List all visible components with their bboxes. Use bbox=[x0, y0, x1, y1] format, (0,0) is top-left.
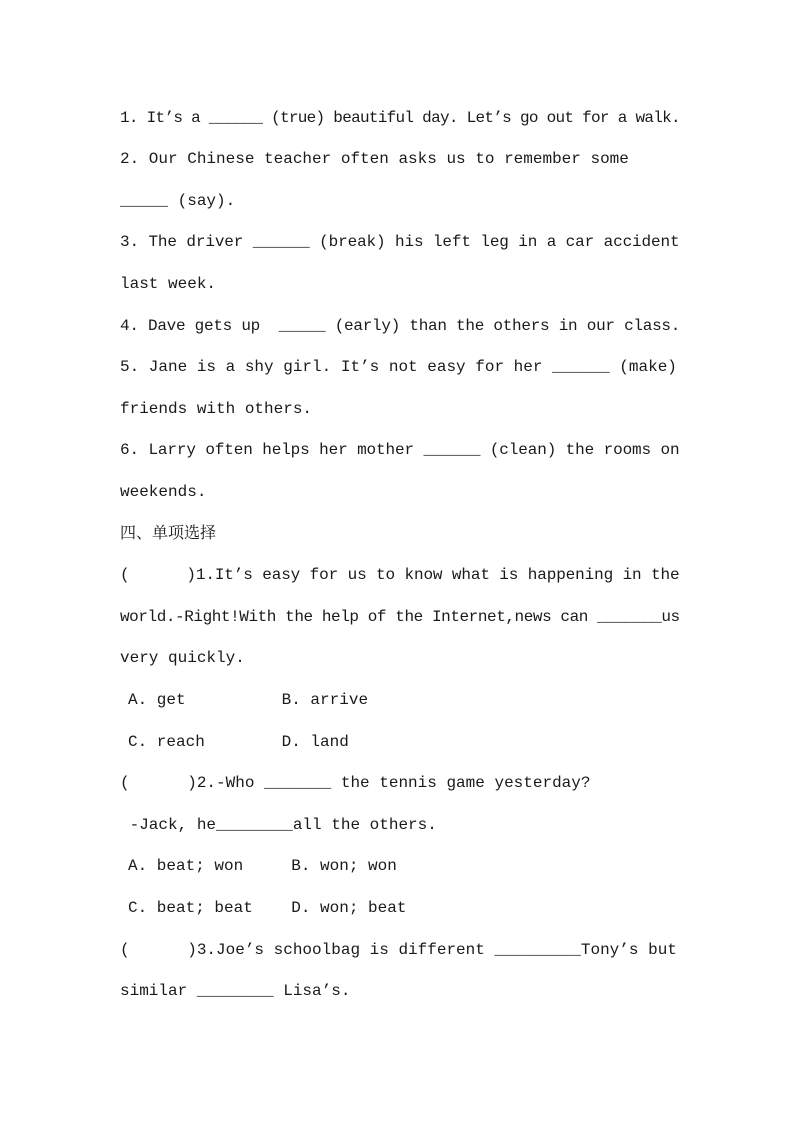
fill-in-q4: 4. Dave gets up _____ (early) than the others in our class. bbox=[120, 317, 681, 335]
mc-q3-line1: ( )3.Joe’s schoolbag is different _________Tony’s but bbox=[120, 941, 677, 959]
section-heading-multiple-choice: 四、单项选择 bbox=[120, 523, 217, 542]
fill-in-q3-line1: 3. The driver ______ (break) his left leg in a car accident bbox=[120, 233, 680, 251]
fill-in-q5-line1: 5. Jane is a shy girl. It’s not easy for her ______ (make) bbox=[120, 358, 677, 376]
fill-in-q6-line2: weekends. bbox=[120, 483, 207, 501]
mc-q2-options-cd: C. beat; beat D. won; beat bbox=[128, 899, 407, 917]
mc-q2-line1: ( )2.-Who _______ the tennis game yesterday? bbox=[120, 774, 591, 792]
fill-in-q2-line2: _____ (say). bbox=[120, 192, 236, 210]
mc-q2-options-ab: A. beat; won B. won; won bbox=[128, 857, 397, 875]
mc-q1-options-cd: C. reach D. land bbox=[128, 733, 349, 751]
mc-q1-line1: ( )1.It’s easy for us to know what is happening in the bbox=[120, 566, 680, 584]
fill-in-q2-line1: 2. Our Chinese teacher often asks us to remember some bbox=[120, 150, 629, 168]
mc-q1-line3: very quickly. bbox=[120, 649, 245, 667]
fill-in-q6-line1: 6. Larry often helps her mother ______ (clean) the rooms on bbox=[120, 441, 680, 459]
mc-q2-line2: -Jack, he________all the others. bbox=[120, 816, 437, 834]
fill-in-q5-line2: friends with others. bbox=[120, 400, 313, 418]
mc-q1-line2: world.-Right!With the help of the Internet,news can _______us bbox=[120, 608, 680, 626]
mc-q3-line2: similar ________ Lisa’s. bbox=[120, 982, 351, 1000]
fill-in-q3-line2: last week. bbox=[120, 275, 217, 293]
mc-q1-options-ab: A. get B. arrive bbox=[128, 691, 369, 709]
fill-in-q1: 1. It’s a ______ (true) beautiful day. Let’s go out for a walk. bbox=[120, 109, 680, 127]
